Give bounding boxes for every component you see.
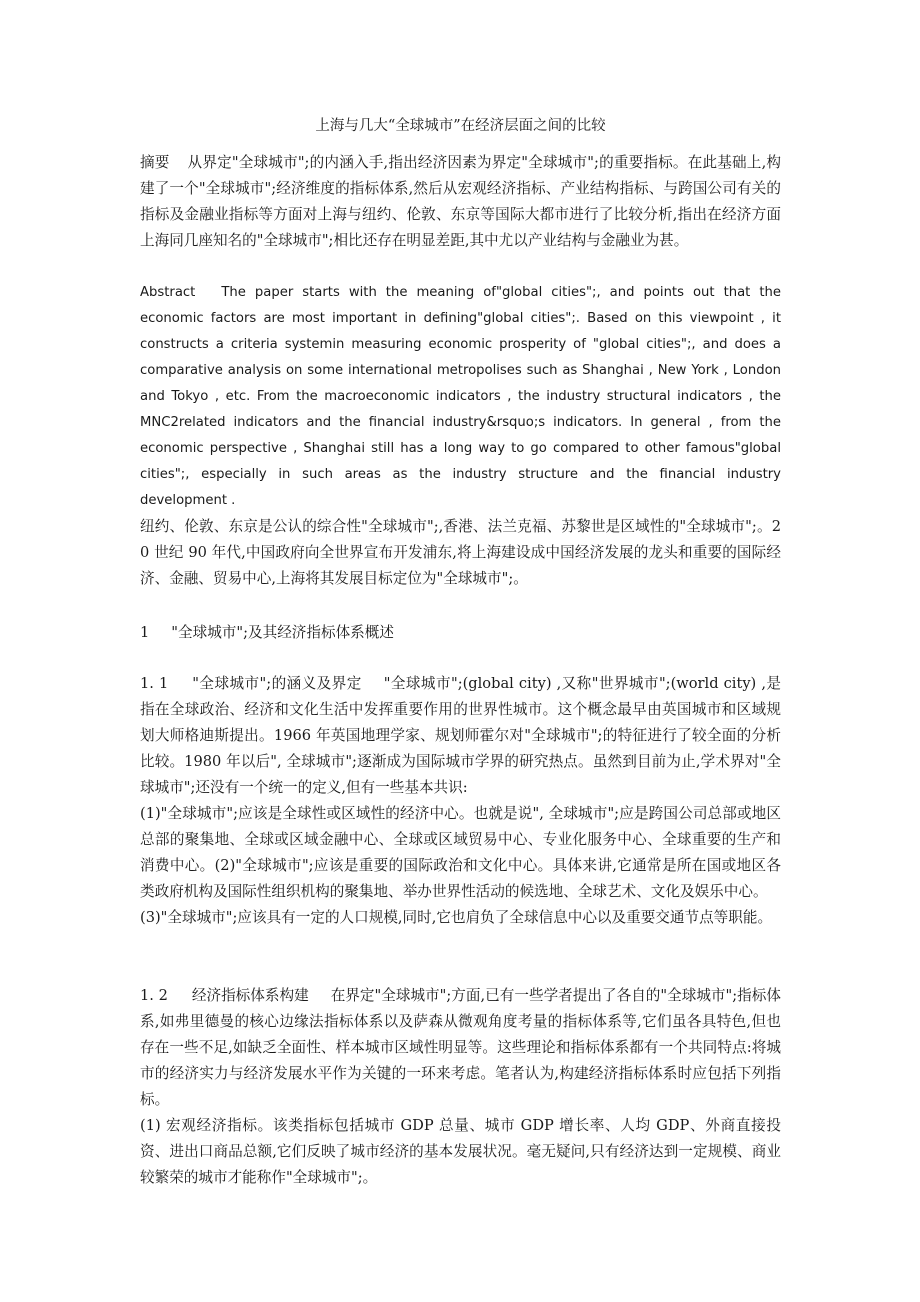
section-1-2-point-1: (1) 宏观经济指标。该类指标包括城市 GDP 总量、城市 GDP 增长率、人均 GDP、外商直接投资、进出口商品总额,它们反映了城市经济的基本发展状况。毫无疑问,只有经济达到一定规模、商业较繁荣的城市才能称作"全球城市";。 <box>140 1117 781 1186</box>
section-1-number: 1 <box>140 624 150 641</box>
abstract-cn-text: 从界定"全球城市";的内涵入手,指出经济因素为界定"全球城市";的重要指标。在此基础上,构建了一个"全球城市";经济维度的指标体系,然后从宏观经济指标、产业结构指标、与跨国公司有关的指标及金融业指标等方面对上海与纽约、伦敦、东京等国际大都市进行了比较分析,指出在经济方面上海同几座知名的"全球城市";相比还存在明显差距,其中尤以产业结构与金融业为甚。 <box>140 154 781 249</box>
section-1-1-point-2: (3)"全球城市";应该具有一定的人口规模,同时,它也肩负了全球信息中心以及重要交通节点等职能。 <box>140 909 773 926</box>
abstract-en-text: The paper starts with the meaning of"global cities";, and points out that the economic factors are most important in defining"global cities";. Based on this viewpoint , it constructs a criteria systemin measuring economic prosperity of "global cities";, and does a comparative analysis on some international metropolises such as Shanghai , New York , London and Tokyo , etc. From the macroeconomic indicators , the industry structural indicators , the MNC2related indicators and the financial industry&rsquo;s indicators. In general , from the economic perspective , Shanghai still has a long way to go compared to other famous"global cities";, especially in such areas as the industry structure and the financial industry development . <box>140 285 781 508</box>
abstract-cn-label: 摘要 <box>140 154 170 171</box>
section-1-2-number: 1. 2 <box>140 987 168 1004</box>
section-1-2 <box>140 983 781 1191</box>
section-1-1-heading: "全球城市";的涵义及界定 <box>192 675 362 692</box>
abstract-en-label: Abstract <box>140 285 196 300</box>
section-1-2-heading: 经济指标体系构建 <box>191 987 309 1004</box>
document-title: 上海与几大“全球城市”在经济层面之间的比较 <box>315 118 606 134</box>
section-1-1-number: 1. 1 <box>140 675 169 692</box>
abstract-cn <box>140 150 781 254</box>
section-1-1 <box>140 671 781 931</box>
section-1-1-point-1: (1)"全球城市";应该是全球性或区域性的经济中心。也就是说", 全球城市";应是跨国公司总部或地区总部的聚集地、全球或区域金融中心、全球或区域贸易中心、专业化服务中心、全球重要的生产和消费中心。(2)"全球城市";应该是重要的国际政治和文化中心。具体来讲,它通常是所在国或地区各类政府机构及国际性组织机构的聚集地、举办世界性活动的候选地、全球艺术、文化及娱乐中心。 <box>140 805 781 900</box>
intro-paragraph: 纽约、伦敦、东京是公认的综合性"全球城市";,香港、法兰克福、苏黎世是区域性的"全球城市";。20 世纪 90 年代,中国政府向全世界宣布开发浦东,将上海建设成中国经济发展的龙头和重要的国际经济、金融、贸易中心,上海将其发展目标定位为"全球城市";。 <box>140 518 781 587</box>
abstract-en <box>140 280 781 514</box>
section-1-1-text: "全球城市";(global city) ,又称"世界城市";(world city) ,是指在全球政治、经济和文化生活中发挥重要作用的世界性城市。这个概念最早由英国城市和区域规划大师格迪斯提出。1966 年英国地理学家、规划师霍尔对"全球城市";的特征进行了较全面的分析比较。1980 年以后", 全球城市";逐渐成为国际城市学界的研究热点。虽然到目前为止,学术界对"全球城市";还没有一个统一的定义,但有一些基本共识: <box>140 675 781 796</box>
section-1-title: "全球城市";及其经济指标体系概述 <box>171 624 394 641</box>
section-1-2-text: 在界定"全球城市";方面,已有一些学者提出了各自的"全球城市";指标体系,如弗里德曼的核心边缘法指标体系以及萨森从微观角度考量的指标体系等,它们虽各具特色,但也存在一些不足,如缺乏全面性、样本城市区域性明显等。这些理论和指标体系都有一个共同特点:将城市的经济实力与经济发展水平作为关键的一环来考虑。笔者认为,构建经济指标体系时应包括下列指标。 <box>140 987 781 1108</box>
section-1-heading <box>140 620 781 646</box>
